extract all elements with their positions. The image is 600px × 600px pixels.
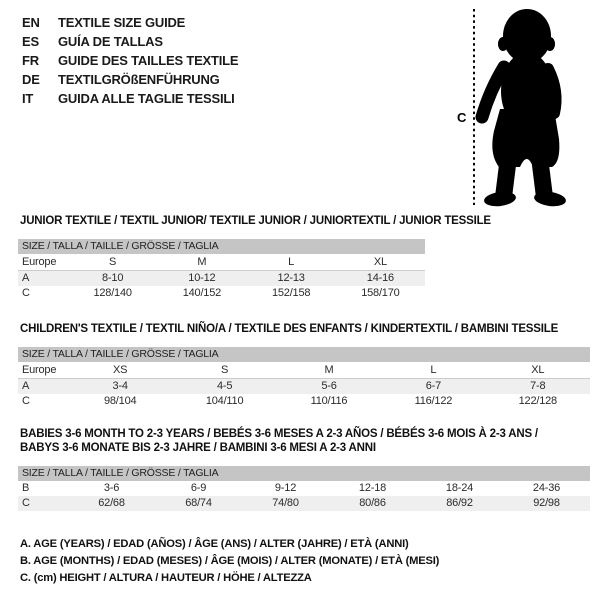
column-header-cell: M bbox=[324, 364, 334, 376]
table-cell: 128/140 bbox=[93, 287, 132, 299]
section-title-line: BABIES 3-6 MONTH TO 2-3 YEARS / BEBÉS 3-6 MESES A 2-3 AÑOS / BÉBÉS 3-6 MOIS À 2-3 ANS / bbox=[20, 428, 538, 440]
table-row bbox=[18, 379, 590, 394]
section-title-line: BABYS 3-6 MONATE BIS 2-3 JAHRE / BAMBINI 3-6 MESI A 2-3 ANNI bbox=[20, 442, 376, 454]
table-row bbox=[18, 481, 590, 496]
language-code: EN bbox=[22, 15, 40, 30]
language-list bbox=[22, 13, 238, 108]
language-row bbox=[22, 13, 238, 32]
table-cell: 6-7 bbox=[425, 380, 442, 392]
table-cell: 8-10 bbox=[102, 272, 124, 284]
table-row bbox=[18, 496, 590, 511]
row-label: Europe bbox=[22, 364, 57, 376]
table-row bbox=[18, 394, 590, 409]
column-header-cell: L bbox=[288, 256, 295, 268]
size-table bbox=[18, 347, 590, 409]
footnote-line: B. AGE (MONTHS) / EDAD (MESES) / ÂGE (MOIS) / ALTER (MONATE) / ETÀ (MESI) bbox=[20, 555, 440, 567]
table-cell: 140/152 bbox=[182, 287, 222, 299]
table-cell: 18-24 bbox=[445, 482, 474, 494]
table-cell: 110/116 bbox=[310, 395, 348, 407]
language-title: GUÍA DE TALLAS bbox=[58, 34, 163, 49]
table-cell: 98/104 bbox=[103, 395, 137, 407]
table-cell: 158/170 bbox=[361, 287, 400, 299]
table-cell: 116/122 bbox=[414, 395, 453, 407]
table-cell: 86/92 bbox=[446, 497, 473, 509]
section-title bbox=[18, 322, 590, 336]
size-header-bar: SIZE / TALLA / TAILLE / GRÖSSE / TAGLIA bbox=[18, 239, 425, 254]
row-label: B bbox=[22, 482, 30, 494]
table-row bbox=[18, 271, 425, 286]
section-title bbox=[18, 214, 491, 228]
language-title: GUIDE DES TAILLES TEXTILE bbox=[58, 53, 239, 68]
language-row bbox=[22, 32, 238, 51]
section-title-line: CHILDREN'S TEXTILE / TEXTIL NIÑO/A / TEXTILE DES ENFANTS / KINDERTEXTIL / BAMBINI TESSILE bbox=[20, 323, 559, 335]
row-label: C bbox=[22, 497, 30, 509]
size-table-section bbox=[18, 427, 590, 511]
baby-body bbox=[482, 9, 567, 208]
column-header-cell: S bbox=[109, 256, 117, 268]
table-cell: 74/80 bbox=[272, 497, 299, 509]
table-cell: 6-9 bbox=[190, 482, 207, 494]
column-header-row bbox=[18, 362, 590, 379]
section-title-line: JUNIOR TEXTILE / TEXTIL JUNIOR/ TEXTILE JUNIOR / JUNIORTEXTIL / JUNIOR TESSILE bbox=[20, 215, 491, 227]
table-cell: 80/86 bbox=[359, 497, 386, 509]
language-row bbox=[22, 89, 238, 108]
table-cell: 14-16 bbox=[366, 272, 394, 284]
row-label: A bbox=[22, 380, 30, 392]
size-header-bar: SIZE / TALLA / TAILLE / GRÖSSE / TAGLIA bbox=[18, 466, 590, 481]
column-header-cell: XL bbox=[531, 364, 545, 376]
table-cell: 9-12 bbox=[274, 482, 297, 494]
language-code: DE bbox=[22, 72, 40, 87]
row-label: C bbox=[22, 395, 30, 407]
language-title: TEXTILGRÖßENFÜHRUNG bbox=[58, 72, 220, 87]
table-row bbox=[18, 286, 425, 301]
language-row bbox=[22, 70, 238, 89]
table-cell: 12-18 bbox=[358, 482, 387, 494]
table-cell: 12-13 bbox=[277, 272, 305, 284]
table-cell: 152/158 bbox=[271, 287, 311, 299]
size-header-bar: SIZE / TALLA / TAILLE / GRÖSSE / TAGLIA bbox=[18, 347, 590, 362]
column-header-cell: M bbox=[197, 256, 207, 268]
table-cell: 3-6 bbox=[103, 482, 120, 494]
row-label: C bbox=[22, 287, 30, 299]
table-cell: 10-12 bbox=[188, 272, 216, 284]
table-cell: 4-5 bbox=[216, 380, 233, 392]
section-title bbox=[18, 427, 590, 455]
baby-silhouette bbox=[440, 5, 595, 210]
column-header-cell: S bbox=[221, 364, 229, 376]
language-title: TEXTILE SIZE GUIDE bbox=[58, 15, 186, 30]
height-label: C bbox=[457, 110, 467, 125]
footnote-line: A. AGE (YEARS) / EDAD (AÑOS) / ÂGE (ANS) / ALTER (JAHRE) / ETÀ (ANNI) bbox=[20, 538, 409, 550]
row-label: Europe bbox=[22, 256, 57, 268]
footnote-line: C. (cm) HEIGHT / ALTURA / HAUTEUR / HÖHE / ALTEZZA bbox=[20, 572, 312, 584]
column-header-cell: L bbox=[430, 364, 437, 376]
column-header-row bbox=[18, 254, 425, 271]
table-cell: 5-6 bbox=[321, 380, 337, 392]
size-figure bbox=[440, 5, 595, 210]
size-table bbox=[18, 466, 590, 511]
table-cell: 3-4 bbox=[112, 380, 128, 392]
table-cell: 24-36 bbox=[532, 482, 561, 494]
column-header-cell: XS bbox=[113, 364, 128, 376]
language-code: ES bbox=[22, 34, 39, 49]
language-code: FR bbox=[22, 53, 39, 68]
table-cell: 68/74 bbox=[185, 497, 212, 509]
size-table-section bbox=[18, 214, 491, 301]
table-cell: 62/68 bbox=[98, 497, 125, 509]
table-cell: 122/128 bbox=[518, 395, 557, 407]
size-table-section bbox=[18, 322, 590, 409]
size-table bbox=[18, 239, 425, 301]
row-label: A bbox=[22, 272, 30, 284]
table-cell: 92/98 bbox=[533, 497, 560, 509]
footnotes bbox=[20, 536, 439, 587]
table-cell: 104/110 bbox=[205, 395, 244, 407]
language-title: GUIDA ALLE TAGLIE TESSILI bbox=[58, 91, 235, 106]
language-row bbox=[22, 51, 238, 70]
column-header-cell: XL bbox=[373, 256, 387, 268]
language-code: IT bbox=[22, 91, 34, 106]
table-cell: 7-8 bbox=[530, 380, 546, 392]
